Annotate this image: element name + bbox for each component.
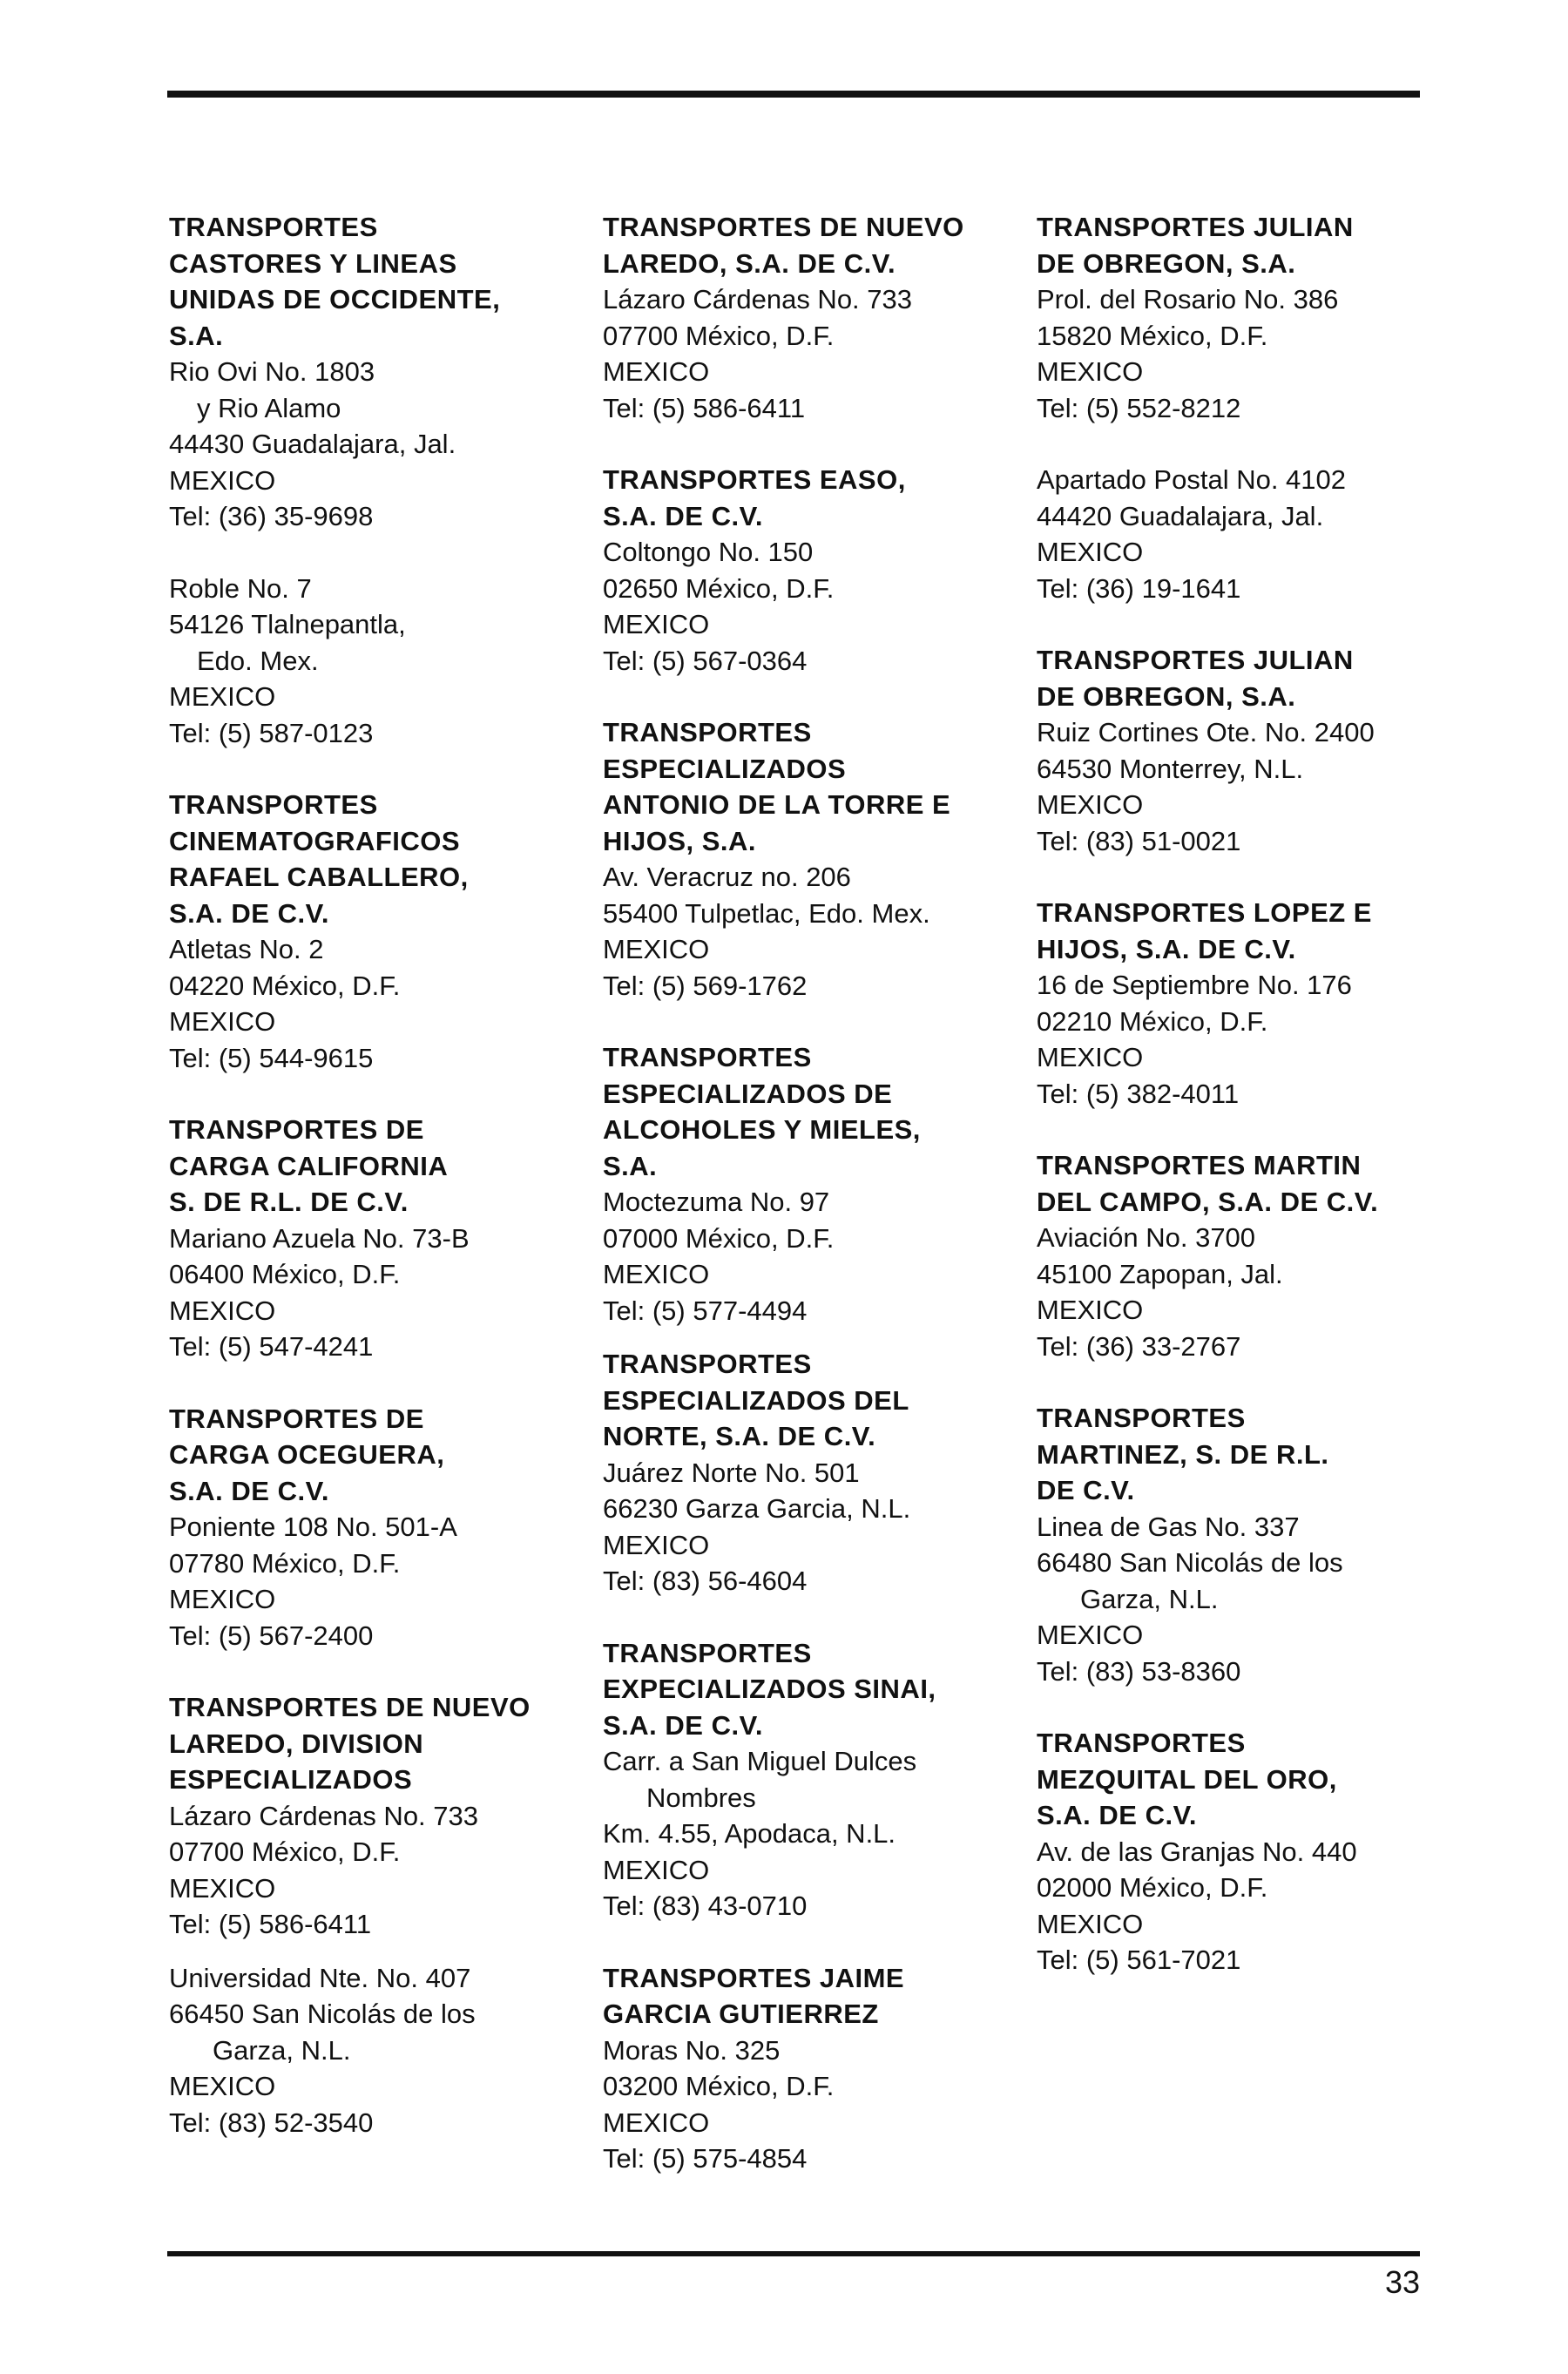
directory-entry <box>1037 209 1446 426</box>
country-line: MEXICO <box>603 1529 710 1560</box>
country-line: MEXICO <box>603 1854 710 1885</box>
phone-line: Tel: (36) 19-1641 <box>1037 572 1241 604</box>
company-name-line: ESPECIALIZADOS <box>169 1764 413 1795</box>
country-line: MEXICO <box>1037 1908 1144 1939</box>
address-line: Lázaro Cárdenas No. 733 <box>603 284 913 315</box>
company-name-line: S.A. DE C.V. <box>169 1475 330 1506</box>
phone-line: Tel: (5) 587-0123 <box>169 717 374 748</box>
company-name-line: S.A. DE C.V. <box>603 500 764 531</box>
directory-entry <box>169 1960 578 2141</box>
company-name-line: TRANSPORTES <box>1037 1728 1246 1758</box>
company-name-line: TRANSPORTES JULIAN <box>1037 212 1354 242</box>
address-line: y Rio Alamo <box>197 392 341 423</box>
page-number: 33 <box>1385 2264 1421 2300</box>
address-line: Poniente 108 No. 501-A <box>169 1512 457 1542</box>
address-line: Coltongo No. 150 <box>603 537 814 567</box>
directory-entry <box>1037 462 1446 606</box>
address-line: 07000 México, D.F. <box>603 1222 835 1254</box>
company-name-line: TRANSPORTES <box>169 789 378 820</box>
address-line: Apartado Postal No. 4102 <box>1037 464 1347 495</box>
company-name-line: TRANSPORTES <box>603 1349 812 1379</box>
address-line: Moras No. 325 <box>603 2034 781 2066</box>
company-name-line: UNIDAS DE OCCIDENTE, <box>169 284 501 315</box>
company-name-line: MARTINEZ, S. DE R.L. <box>1037 1438 1329 1470</box>
address-line: 16 de Septiembre No. 176 <box>1037 970 1352 1000</box>
country-line: MEXICO <box>1037 789 1144 820</box>
address-line: Garza, N.L. <box>213 2034 351 2066</box>
company-name-line: ESPECIALIZADOS <box>603 753 847 784</box>
address-line: Juárez Norte No. 501 <box>603 1457 860 1488</box>
company-name-line: CINEMATOGRAFICOS <box>169 825 461 856</box>
company-name-line: ESPECIALIZADOS DEL <box>603 1384 909 1416</box>
directory-entry <box>603 1039 1012 1329</box>
address-line: 07700 México, D.F. <box>603 320 835 351</box>
directory-entry <box>1037 1725 1446 1978</box>
country-line: MEXICO <box>1037 1295 1144 1325</box>
address-line: Prol. del Rosario No. 386 <box>1037 284 1339 315</box>
directory-entry <box>169 787 578 1076</box>
company-name-line: TRANSPORTES JULIAN <box>1037 645 1354 675</box>
address-line: Moctezuma No. 97 <box>603 1187 830 1217</box>
address-line: 66480 San Nicolás de los <box>1037 1547 1343 1578</box>
address-line: Av. Veracruz no. 206 <box>603 862 851 892</box>
company-name-line: S.A. <box>603 1150 658 1181</box>
address-line: 55400 Tulpetlac, Edo. Mex. <box>603 897 930 929</box>
company-name-line: S. DE R.L. DE C.V. <box>169 1187 409 1217</box>
directory-entry <box>603 1960 1012 2177</box>
company-name-line: TRANSPORTES <box>603 1637 812 1668</box>
directory-entry <box>169 209 578 535</box>
phone-line: Tel: (5) 586-6411 <box>603 392 806 423</box>
company-name-line: TRANSPORTES DE <box>169 1403 424 1434</box>
company-name-line: TRANSPORTES DE NUEVO <box>603 212 964 242</box>
address-line: 07700 México, D.F. <box>169 1836 401 1867</box>
company-name-line: TRANSPORTES <box>603 1042 812 1072</box>
directory-entry <box>1037 642 1446 859</box>
company-name-line: ANTONIO DE LA TORRE E <box>603 789 951 820</box>
address-line: 64530 Monterrey, N.L. <box>1037 753 1304 784</box>
country-line: MEXICO <box>603 934 710 964</box>
address-line: 66230 Garza Garcia, N.L. <box>603 1493 911 1524</box>
directory-entry <box>603 1635 1012 1924</box>
country-line: MEXICO <box>169 1295 276 1326</box>
address-line: 02210 México, D.F. <box>1037 1005 1268 1037</box>
phone-line: Tel: (83) 51-0021 <box>1037 825 1241 856</box>
address-line: Av. de las Granjas No. 440 <box>1037 1836 1357 1867</box>
top-rule <box>167 91 1420 98</box>
phone-line: Tel: (5) 544-9615 <box>169 1042 374 1073</box>
address-line: 03200 México, D.F. <box>603 2071 835 2101</box>
phone-line: Tel: (5) 577-4494 <box>603 1295 808 1326</box>
company-name-line: RAFAEL CABALLERO, <box>169 862 469 892</box>
bottom-rule <box>167 2251 1420 2256</box>
phone-line: Tel: (36) 35-9698 <box>169 501 374 531</box>
address-line: 06400 México, D.F. <box>169 1259 401 1289</box>
company-name-line: LAREDO, S.A. DE C.V. <box>603 247 896 279</box>
address-line: 04220 México, D.F. <box>169 970 401 1001</box>
phone-line: Tel: (5) 567-2400 <box>169 1620 374 1651</box>
phone-line: Tel: (5) 575-4854 <box>603 2143 808 2174</box>
phone-line: Tel: (83) 56-4604 <box>603 1566 808 1596</box>
address-line: 02000 México, D.F. <box>1037 1872 1268 1903</box>
country-line: MEXICO <box>603 356 710 387</box>
address-line: Linea de Gas No. 337 <box>1037 1511 1300 1542</box>
country-line: MEXICO <box>603 2107 710 2138</box>
company-name-line: DE OBREGON, S.A. <box>1037 247 1296 279</box>
company-name-line: TRANSPORTES LOPEZ E <box>1037 897 1372 928</box>
directory-entry <box>603 714 1012 1004</box>
address-line: Atletas No. 2 <box>169 934 324 964</box>
company-name-line: TRANSPORTES <box>169 212 378 242</box>
company-name-line: S.A. DE C.V. <box>1037 1800 1198 1830</box>
directory-entry <box>1037 895 1446 1112</box>
country-line: MEXICO <box>603 609 710 639</box>
address-line: Mariano Azuela No. 73-B <box>169 1222 470 1254</box>
directory-entry <box>603 1346 1012 1600</box>
company-name-line: NORTE, S.A. DE C.V. <box>603 1421 876 1451</box>
company-name-line: TRANSPORTES <box>603 717 812 747</box>
company-name-line: CARGA OCEGUERA, <box>169 1439 445 1470</box>
company-name-line: TRANSPORTES DE <box>169 1114 424 1145</box>
directory-entry <box>169 1689 578 1943</box>
address-line: Carr. a San Miguel Dulces <box>603 1746 917 1776</box>
company-name-line: S.A. DE C.V. <box>169 897 330 929</box>
directory-entry <box>603 209 1012 426</box>
country-line: MEXICO <box>169 1584 276 1614</box>
company-name-line: GARCIA GUTIERREZ <box>603 1999 879 2029</box>
address-line: 45100 Zapopan, Jal. <box>1037 1258 1283 1289</box>
company-name-line: CASTORES Y LINEAS <box>169 247 457 279</box>
country-line: MEXICO <box>1037 1042 1144 1072</box>
address-line: 54126 Tlalnepantla, <box>169 609 406 639</box>
country-line: MEXICO <box>603 1259 710 1289</box>
address-line: 15820 México, D.F. <box>1037 320 1268 351</box>
company-name-line: DEL CAMPO, S.A. DE C.V. <box>1037 1186 1379 1217</box>
company-name-line: DE C.V. <box>1037 1475 1135 1505</box>
phone-line: Tel: (83) 52-3540 <box>169 2107 374 2138</box>
country-line: MEXICO <box>169 1006 276 1037</box>
company-name-line: TRANSPORTES <box>1037 1403 1246 1433</box>
phone-line: Tel: (36) 33-2767 <box>1037 1330 1241 1362</box>
directory-entry <box>169 1112 578 1365</box>
phone-line: Tel: (5) 586-6411 <box>169 1909 372 1939</box>
company-name-line: TRANSPORTES MARTIN <box>1037 1150 1362 1180</box>
company-name-line: TRANSPORTES EASO, <box>603 464 906 495</box>
company-name-line: ESPECIALIZADOS DE <box>603 1078 893 1109</box>
company-name-line: HIJOS, S.A. <box>603 825 757 856</box>
directory-entry <box>169 571 578 752</box>
company-name-line: ALCOHOLES Y MIELES, <box>603 1114 921 1145</box>
directory-column-3 <box>1037 209 1446 2014</box>
phone-line: Tel: (5) 382-4011 <box>1037 1078 1240 1109</box>
country-line: MEXICO <box>1037 1620 1144 1650</box>
address-line: Lázaro Cárdenas No. 733 <box>169 1800 479 1831</box>
address-line: Ruiz Cortines Ote. No. 2400 <box>1037 717 1375 747</box>
company-name-line: MEZQUITAL DEL ORO, <box>1037 1763 1337 1795</box>
company-name-line: LAREDO, DIVISION <box>169 1728 424 1759</box>
company-name-line: CARGA CALIFORNIA <box>169 1150 449 1181</box>
company-name-line: S.A. DE C.V. <box>603 1709 764 1741</box>
country-line: MEXICO <box>1037 537 1144 567</box>
phone-line: Tel: (83) 53-8360 <box>1037 1655 1241 1687</box>
address-line: Garza, N.L. <box>1080 1583 1219 1614</box>
country-line: MEXICO <box>1037 356 1144 387</box>
address-line: Nombres <box>646 1782 756 1813</box>
address-line: Universidad Nte. No. 407 <box>169 1962 471 1993</box>
directory-column-1 <box>169 209 578 2176</box>
phone-line: Tel: (83) 43-0710 <box>603 1890 808 1921</box>
address-line: 44420 Guadalajara, Jal. <box>1037 500 1324 531</box>
address-line: Aviación No. 3700 <box>1037 1222 1256 1253</box>
phone-line: Tel: (5) 547-4241 <box>169 1331 374 1362</box>
address-line: Rio Ovi No. 1803 <box>169 356 375 387</box>
phone-line: Tel: (5) 552-8212 <box>1037 392 1241 423</box>
directory-column-2 <box>603 209 1012 2213</box>
country-line: MEXICO <box>169 464 276 496</box>
directory-entry <box>1037 1147 1446 1364</box>
address-line: Km. 4.55, Apodaca, N.L. <box>603 1818 896 1849</box>
company-name-line: EXPECIALIZADOS SINAI, <box>603 1674 936 1704</box>
company-name-line: TRANSPORTES DE NUEVO <box>169 1692 531 1722</box>
phone-line: Tel: (5) 569-1762 <box>603 970 808 1001</box>
company-name-line: DE OBREGON, S.A. <box>1037 680 1296 712</box>
company-name-line: S.A. <box>169 320 224 351</box>
directory-entry <box>603 462 1012 679</box>
address-line: Roble No. 7 <box>169 572 312 604</box>
phone-line: Tel: (5) 567-0364 <box>603 645 808 676</box>
country-line: MEXICO <box>169 2071 276 2101</box>
address-line: Edo. Mex. <box>197 645 319 676</box>
directory-entry <box>169 1401 578 1654</box>
company-name-line: TRANSPORTES JAIME <box>603 1962 905 1993</box>
country-line: MEXICO <box>169 681 276 712</box>
address-line: 07780 México, D.F. <box>169 1547 401 1579</box>
directory-entry <box>1037 1400 1446 1689</box>
country-line: MEXICO <box>169 1872 276 1904</box>
phone-line: Tel: (5) 561-7021 <box>1037 1945 1241 1975</box>
company-name-line: HIJOS, S.A. DE C.V. <box>1037 933 1296 964</box>
address-line: 44430 Guadalajara, Jal. <box>169 429 456 459</box>
address-line: 66450 San Nicolás de los <box>169 1999 476 2029</box>
address-line: 02650 México, D.F. <box>603 572 835 604</box>
